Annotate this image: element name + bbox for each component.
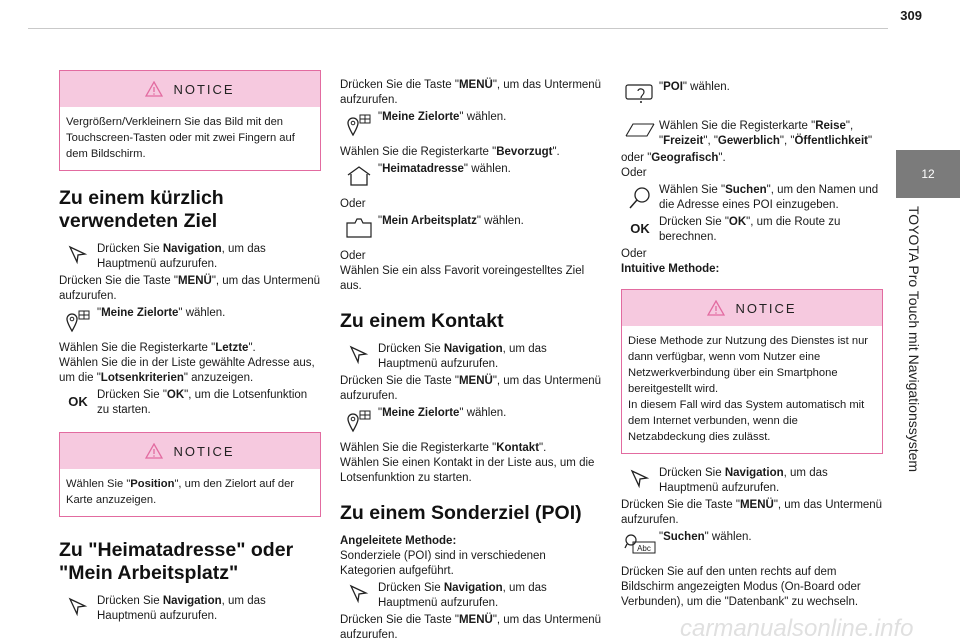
text: Drücken Sie die Taste " [340, 614, 459, 626]
text: POI [663, 81, 683, 93]
text: Gewerblich [717, 135, 780, 147]
warning-icon [145, 443, 163, 459]
paragraph [340, 145, 602, 160]
notice-text: Vergrößern/Verkleinern Sie das Bild mit den Touchscreen-Tasten oder mit zwei Fingern auf dem Bildschirm. [66, 116, 295, 160]
text: Drücken Sie [97, 595, 163, 607]
text: MENÜ [458, 79, 493, 91]
paragraph: Oder [621, 167, 647, 179]
office-icon [345, 217, 373, 239]
heading-home-work: Zu "Heimatadresse" oder "Mein Arbeitsplatz" [59, 539, 294, 584]
text: Drücken Sie " [659, 216, 729, 228]
heading-recent-destination: Zu einem kürzlich verwendeten Ziel [59, 187, 224, 232]
text: MENÜ [458, 614, 493, 626]
text: Navigation [443, 343, 503, 355]
text: Letzte [215, 342, 249, 354]
notice-label: NOTICE [173, 443, 235, 459]
text: ", um das Untermenü aufzurufen. [340, 375, 602, 402]
text: MENÜ [458, 375, 493, 387]
step-item [621, 530, 883, 555]
text: Navigation [162, 595, 222, 607]
step-item [59, 242, 321, 272]
step-item [621, 215, 883, 245]
warning-icon [707, 300, 725, 316]
step-item [59, 306, 321, 333]
text: Wählen Sie die in der Liste gewählte Adresse aus, um die " [59, 357, 315, 384]
text: ", um den Zielort auf der Karte anzuzeigen. [66, 478, 295, 506]
text: Meine Zielorte [382, 407, 460, 419]
text: ". [718, 152, 726, 164]
text: Freizeit [663, 135, 704, 147]
text: , um das Hauptmenü aufzurufen. [378, 343, 547, 370]
step-item [340, 214, 602, 239]
notice-text [60, 469, 320, 516]
paragraph: Oder [340, 198, 366, 210]
text: Drücken Sie die Taste " [59, 275, 178, 287]
text: Wählen Sie die Registerkarte " [659, 120, 816, 132]
map-pin-grid-icon [346, 409, 372, 433]
text: Heimatadresse [382, 163, 464, 175]
text: Lotsenkriterien [100, 372, 184, 384]
paragraph [340, 441, 602, 456]
home-icon [346, 165, 372, 187]
text: Bevorzugt [496, 146, 553, 158]
warning-icon [145, 81, 163, 97]
text: oder " [621, 152, 652, 164]
text: " [97, 307, 102, 319]
text: OK [728, 216, 747, 228]
sidebar-title: TOYOTA Pro Touch mit Navigationssystem [906, 206, 922, 473]
heading-contact: Zu einem Kontakt [340, 310, 504, 332]
subheading [340, 534, 602, 549]
notice-header [60, 71, 320, 107]
step-item [340, 342, 602, 372]
text: ", um das Untermenü aufzurufen. [340, 79, 602, 106]
page-number: 309 [900, 8, 922, 23]
notice-box [59, 432, 321, 517]
paragraph [59, 274, 321, 304]
notice-label: NOTICE [735, 300, 797, 316]
paragraph: Drücken Sie auf den unten rechts auf dem Bildschirm angezeigten Modus (On-Board oder Verbunden), um die "Datenbank" zu wechseln. [621, 566, 861, 608]
paragraph [621, 498, 883, 528]
text: Öffentlichkeit [794, 135, 868, 147]
text: Navigation [724, 467, 784, 479]
text: Drücken Sie [378, 582, 444, 594]
paragraph [340, 78, 602, 108]
column-1 [59, 70, 321, 626]
text: " wählen. [459, 407, 507, 419]
text: ", um das Untermenü aufzurufen. [340, 614, 602, 640]
text: " [867, 135, 873, 147]
text: ". [248, 342, 256, 354]
text: Drücken Sie [378, 343, 444, 355]
paragraph [621, 151, 883, 166]
text: Intuitive Methode: [621, 263, 720, 275]
text: MENÜ [177, 275, 212, 287]
text: Drücken Sie " [97, 389, 167, 401]
step-item [340, 162, 602, 187]
text: " [378, 215, 383, 227]
text: Drücken Sie [97, 243, 163, 255]
text: Geografisch [651, 152, 719, 164]
paragraph [340, 374, 602, 404]
text: Meine Zielorte [382, 111, 460, 123]
paragraph: Wählen Sie einen Kontakt in der Liste aus, um die Lotsenfunktion zu starten. [340, 457, 595, 484]
navigation-arrow-icon [68, 245, 88, 265]
text: ", um das Untermenü aufzurufen. [59, 275, 321, 302]
text: MENÜ [739, 499, 774, 511]
paragraph: Oder [340, 250, 366, 262]
paragraph: Oder [621, 248, 647, 260]
text: " wählen. [178, 307, 226, 319]
text: Navigation [162, 243, 222, 255]
text: Wählen Sie die Registerkarte " [340, 146, 497, 158]
watermark: carmanualsonline.info [680, 615, 914, 640]
step-item [621, 80, 883, 109]
text: ", um den Namen und die Adresse eines POI einzugeben. [659, 184, 879, 211]
text: Drücken Sie die Taste " [340, 79, 459, 91]
paragraph [340, 613, 602, 640]
text: ", " [659, 120, 854, 147]
step-item [621, 466, 883, 496]
text: Drücken Sie die Taste " [340, 375, 459, 387]
text: " wählen. [459, 111, 507, 123]
notice-header [622, 290, 882, 326]
paragraph [59, 341, 321, 356]
text: " [378, 163, 383, 175]
ok-icon: OK [630, 221, 650, 236]
text: , um das Hauptmenü aufzurufen. [659, 467, 828, 494]
text: ", um das Untermenü aufzurufen. [621, 499, 883, 526]
heading-poi: Zu einem Sonderziel (POI) [340, 502, 582, 524]
step-item [59, 388, 321, 418]
categories-icon [625, 122, 655, 138]
text: ", um die Route zu berechnen. [659, 216, 841, 243]
text: Wählen Sie die Registerkarte " [59, 342, 216, 354]
text: Mein Arbeitsplatz [382, 215, 477, 227]
navigation-arrow-icon [349, 584, 369, 604]
text: " wählen. [682, 81, 730, 93]
text: Drücken Sie [659, 467, 725, 479]
paragraph: Wählen Sie ein alss Favorit voreingestelltes Ziel aus. [340, 265, 585, 292]
notice-header [60, 433, 320, 469]
text: " [378, 111, 383, 123]
text: Suchen [725, 184, 767, 196]
search-icon [628, 186, 652, 210]
header-divider [28, 28, 888, 29]
text: ", um die Lotsenfunktion zu starten. [97, 389, 308, 416]
step-item [621, 119, 883, 149]
text: " wählen. [476, 215, 524, 227]
text: " anzuzeigen. [183, 372, 254, 384]
text: Suchen [663, 531, 705, 543]
keyboard-icon [624, 533, 656, 555]
text: ". [539, 442, 547, 454]
svg-text:Abc: Abc [637, 544, 651, 553]
column-3 [621, 78, 883, 610]
ok-icon: OK [68, 394, 88, 409]
text: , um das Hauptmenü aufzurufen. [378, 582, 547, 609]
column-2 [340, 78, 602, 640]
step-item [59, 594, 321, 624]
navigation-arrow-icon [349, 345, 369, 365]
text: , um das Hauptmenü aufzurufen. [97, 595, 266, 622]
step-item [340, 406, 602, 433]
text: " [659, 531, 664, 543]
text: Reise [815, 120, 846, 132]
text: ". [552, 146, 560, 158]
text: " wählen. [463, 163, 511, 175]
text: Kontakt [496, 442, 540, 454]
step-item [340, 581, 602, 611]
notice-text: Diese Methode zur Nutzung des Dienstes ist nur dann verfügbar, wenn vom Nutzer eine Netzwerkverbindung über ein Smartphone bereitgestellt wird. In diesem Fall wird das System automatisch mit dem Internet verbunden, wenn die Netzabdeckung dies zulässt. [628, 335, 869, 443]
text: Meine Zielorte [101, 307, 179, 319]
text: " [659, 81, 664, 93]
notice-label: NOTICE [173, 81, 235, 97]
navigation-arrow-icon [630, 469, 650, 489]
subheading [621, 262, 883, 277]
text: ", " [779, 135, 795, 147]
text: Wählen Sie " [659, 184, 726, 196]
notice-box [621, 289, 883, 454]
step-item [340, 110, 602, 137]
text: Wählen Sie " [66, 478, 131, 490]
text: ", " [703, 135, 718, 147]
step-item [621, 183, 883, 213]
text: Angeleitete Methode: [340, 535, 457, 547]
text: Wählen Sie die Registerkarte " [340, 442, 497, 454]
map-pin-grid-icon [346, 113, 372, 137]
text: Drücken Sie die Taste " [621, 499, 740, 511]
text: Navigation [443, 582, 503, 594]
paragraph: Sonderziele (POI) sind in verschiedenen Kategorien aufgeführt. [340, 550, 546, 577]
notice-box [59, 70, 321, 171]
text: , um das Hauptmenü aufzurufen. [97, 243, 266, 270]
text: Position [130, 478, 175, 490]
paragraph [59, 356, 321, 386]
text: " wählen. [704, 531, 752, 543]
text: OK [166, 389, 185, 401]
map-pin-grid-icon [65, 309, 91, 333]
navigation-arrow-icon [68, 597, 88, 617]
text: " [378, 407, 383, 419]
poi-icon [625, 83, 655, 109]
chapter-tab[interactable]: 12 [896, 150, 960, 198]
